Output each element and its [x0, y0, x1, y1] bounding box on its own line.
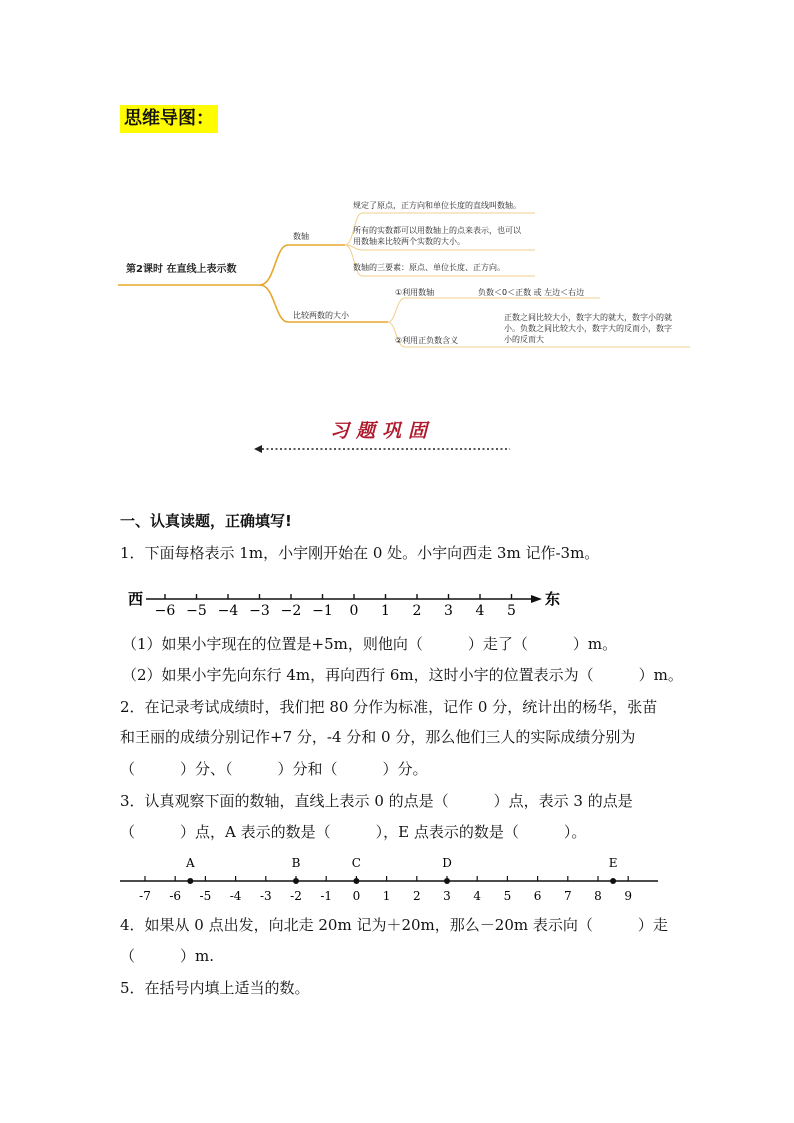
arrow-right-icon [531, 595, 542, 603]
q3-point-marker [444, 878, 450, 884]
q3-tick-label: 5 [503, 889, 512, 903]
q3-point-label: A [185, 856, 195, 870]
q4-line2: （ ）m. [120, 947, 214, 965]
q3-tick-label: -7 [139, 889, 151, 903]
q3-tick-label: 1 [382, 889, 391, 903]
banner-arrow [252, 443, 514, 455]
q3-tick-label: 9 [624, 889, 633, 903]
q1-number-line [120, 584, 570, 620]
q1-tick-label: −6 [154, 603, 176, 619]
q1-tick-label: 3 [444, 603, 453, 619]
q3-tick-label: 7 [563, 889, 572, 903]
q3-tick-label: 8 [594, 889, 602, 903]
q3-number-line [118, 850, 663, 906]
west-label: 西 [128, 590, 144, 608]
q3-tick-label: 3 [443, 889, 451, 903]
mindmap-sub1-line [388, 298, 475, 322]
mindmap-sub1-label: ①利用数轴 [395, 288, 435, 297]
mindmap-sub2-leaf: 小。负数之间比较大小，数字大的反而小，数字 [504, 324, 672, 333]
q2-line1: 2．在记录考试成绩时，我们把 80 分作为标准，记作 0 分，统计出的杨华，张苗 [120, 698, 658, 716]
section-heading: 一、认真读题，正确填写! [120, 512, 292, 530]
mindmap-branch1-connector [260, 245, 345, 285]
q1-tick-label: 0 [349, 603, 359, 619]
q3-tick-label: -2 [290, 889, 302, 903]
q3-line1: 3．认真观察下面的数轴，直线上表示 0 的点是（ ）点，表示 3 的点是 [120, 792, 633, 810]
q3-point-label: D [442, 856, 452, 870]
mindmap-sub2-leaf: 小的反而大 [504, 335, 544, 344]
q3-tick-label: 6 [533, 889, 542, 903]
q1-tick-label: 5 [507, 603, 516, 619]
q1-tick-label: −2 [280, 603, 302, 619]
q4-line1: 4．如果从 0 点出发，向北走 20m 记为＋20m，那么－20m 表示向（ ）走 [120, 916, 668, 934]
mindmap-leaf: 数轴的三要素：原点、单位长度、正方向。 [353, 263, 505, 272]
q1-tick-label: −1 [312, 603, 333, 619]
q3-line2: （ ）点，A 表示的数是（ ），E 点表示的数是（ ）。 [120, 823, 587, 841]
q3-point-label: E [608, 856, 618, 870]
mindmap-leaf: 用数轴来比较两个实数的大小。 [353, 237, 465, 246]
q3-tick-label: -1 [320, 889, 333, 903]
exercise-banner: 习题巩固 [330, 420, 435, 442]
arrow-left-icon [254, 445, 262, 453]
mindmap-title: 思维导图： [120, 105, 218, 133]
q3-tick-label: 0 [352, 889, 361, 903]
q1-tick-label: −3 [249, 603, 270, 619]
q3-point-marker [293, 878, 299, 884]
east-label: 东 [545, 590, 561, 608]
q2-line2: 和王丽的成绩分别记作+7 分，-4 分和 0 分，那么他们三人的实际成绩分别为 [120, 728, 636, 746]
q3-tick-label: -4 [229, 889, 242, 903]
mindmap-branch2-label: 比较两数的大小 [293, 311, 349, 320]
q3-tick-label: -6 [169, 889, 182, 903]
q3-tick-label: 2 [412, 889, 421, 903]
mindmap-branch1-label: 数轴 [293, 232, 309, 241]
q1-tick-label: 2 [412, 603, 422, 619]
q3-tick-label: -5 [199, 889, 212, 903]
mindmap-leaf: 规定了原点，正方向和单位长度的直线叫数轴。 [353, 201, 521, 210]
mindmap-sub2-label: ②利用正负数含义 [395, 336, 459, 345]
mindmap-sub2-leaf: 正数之间比较大小，数字大的就大，数字小的就 [504, 313, 672, 322]
q1-stem: 1．下面每格表示 1m，小宇刚开始在 0 处。小宇向西走 3m 记作-3m。 [120, 544, 600, 562]
mindmap-sub1-leaf: 负数＜0＜正数 或 左边＜右边 [478, 288, 585, 297]
q3-point-marker [610, 878, 616, 884]
q1-tick-label: −4 [217, 603, 239, 619]
q3-point-label: C [351, 856, 361, 870]
q3-tick-label: 4 [473, 889, 482, 903]
q1-part1: （1）如果小宇现在的位置是+5m，则他向（ ）走了（ ）m。 [122, 635, 618, 653]
mindmap-leaf: 所有的实数都可以用数轴上的点来表示，也可以 [353, 226, 521, 235]
q1-tick-label: 4 [475, 603, 485, 619]
q5-line1: 5．在括号内填上适当的数。 [120, 979, 310, 997]
q1-part2: （2）如果小宇先向东行 4m，再向西行 6m，这时小宇的位置表示为（ ）m。 [122, 666, 683, 684]
q3-tick-label: -3 [259, 889, 272, 903]
q3-point-label: B [291, 856, 301, 870]
mindmap-root: 第2课时 在直线上表示数 [126, 264, 237, 275]
q2-line3: （ ）分、（ ）分和（ ）分。 [120, 760, 428, 778]
q1-tick-label: 1 [381, 603, 390, 619]
q3-point-marker [187, 878, 193, 884]
q1-tick-label: −5 [186, 603, 207, 619]
q3-point-marker [353, 878, 359, 884]
